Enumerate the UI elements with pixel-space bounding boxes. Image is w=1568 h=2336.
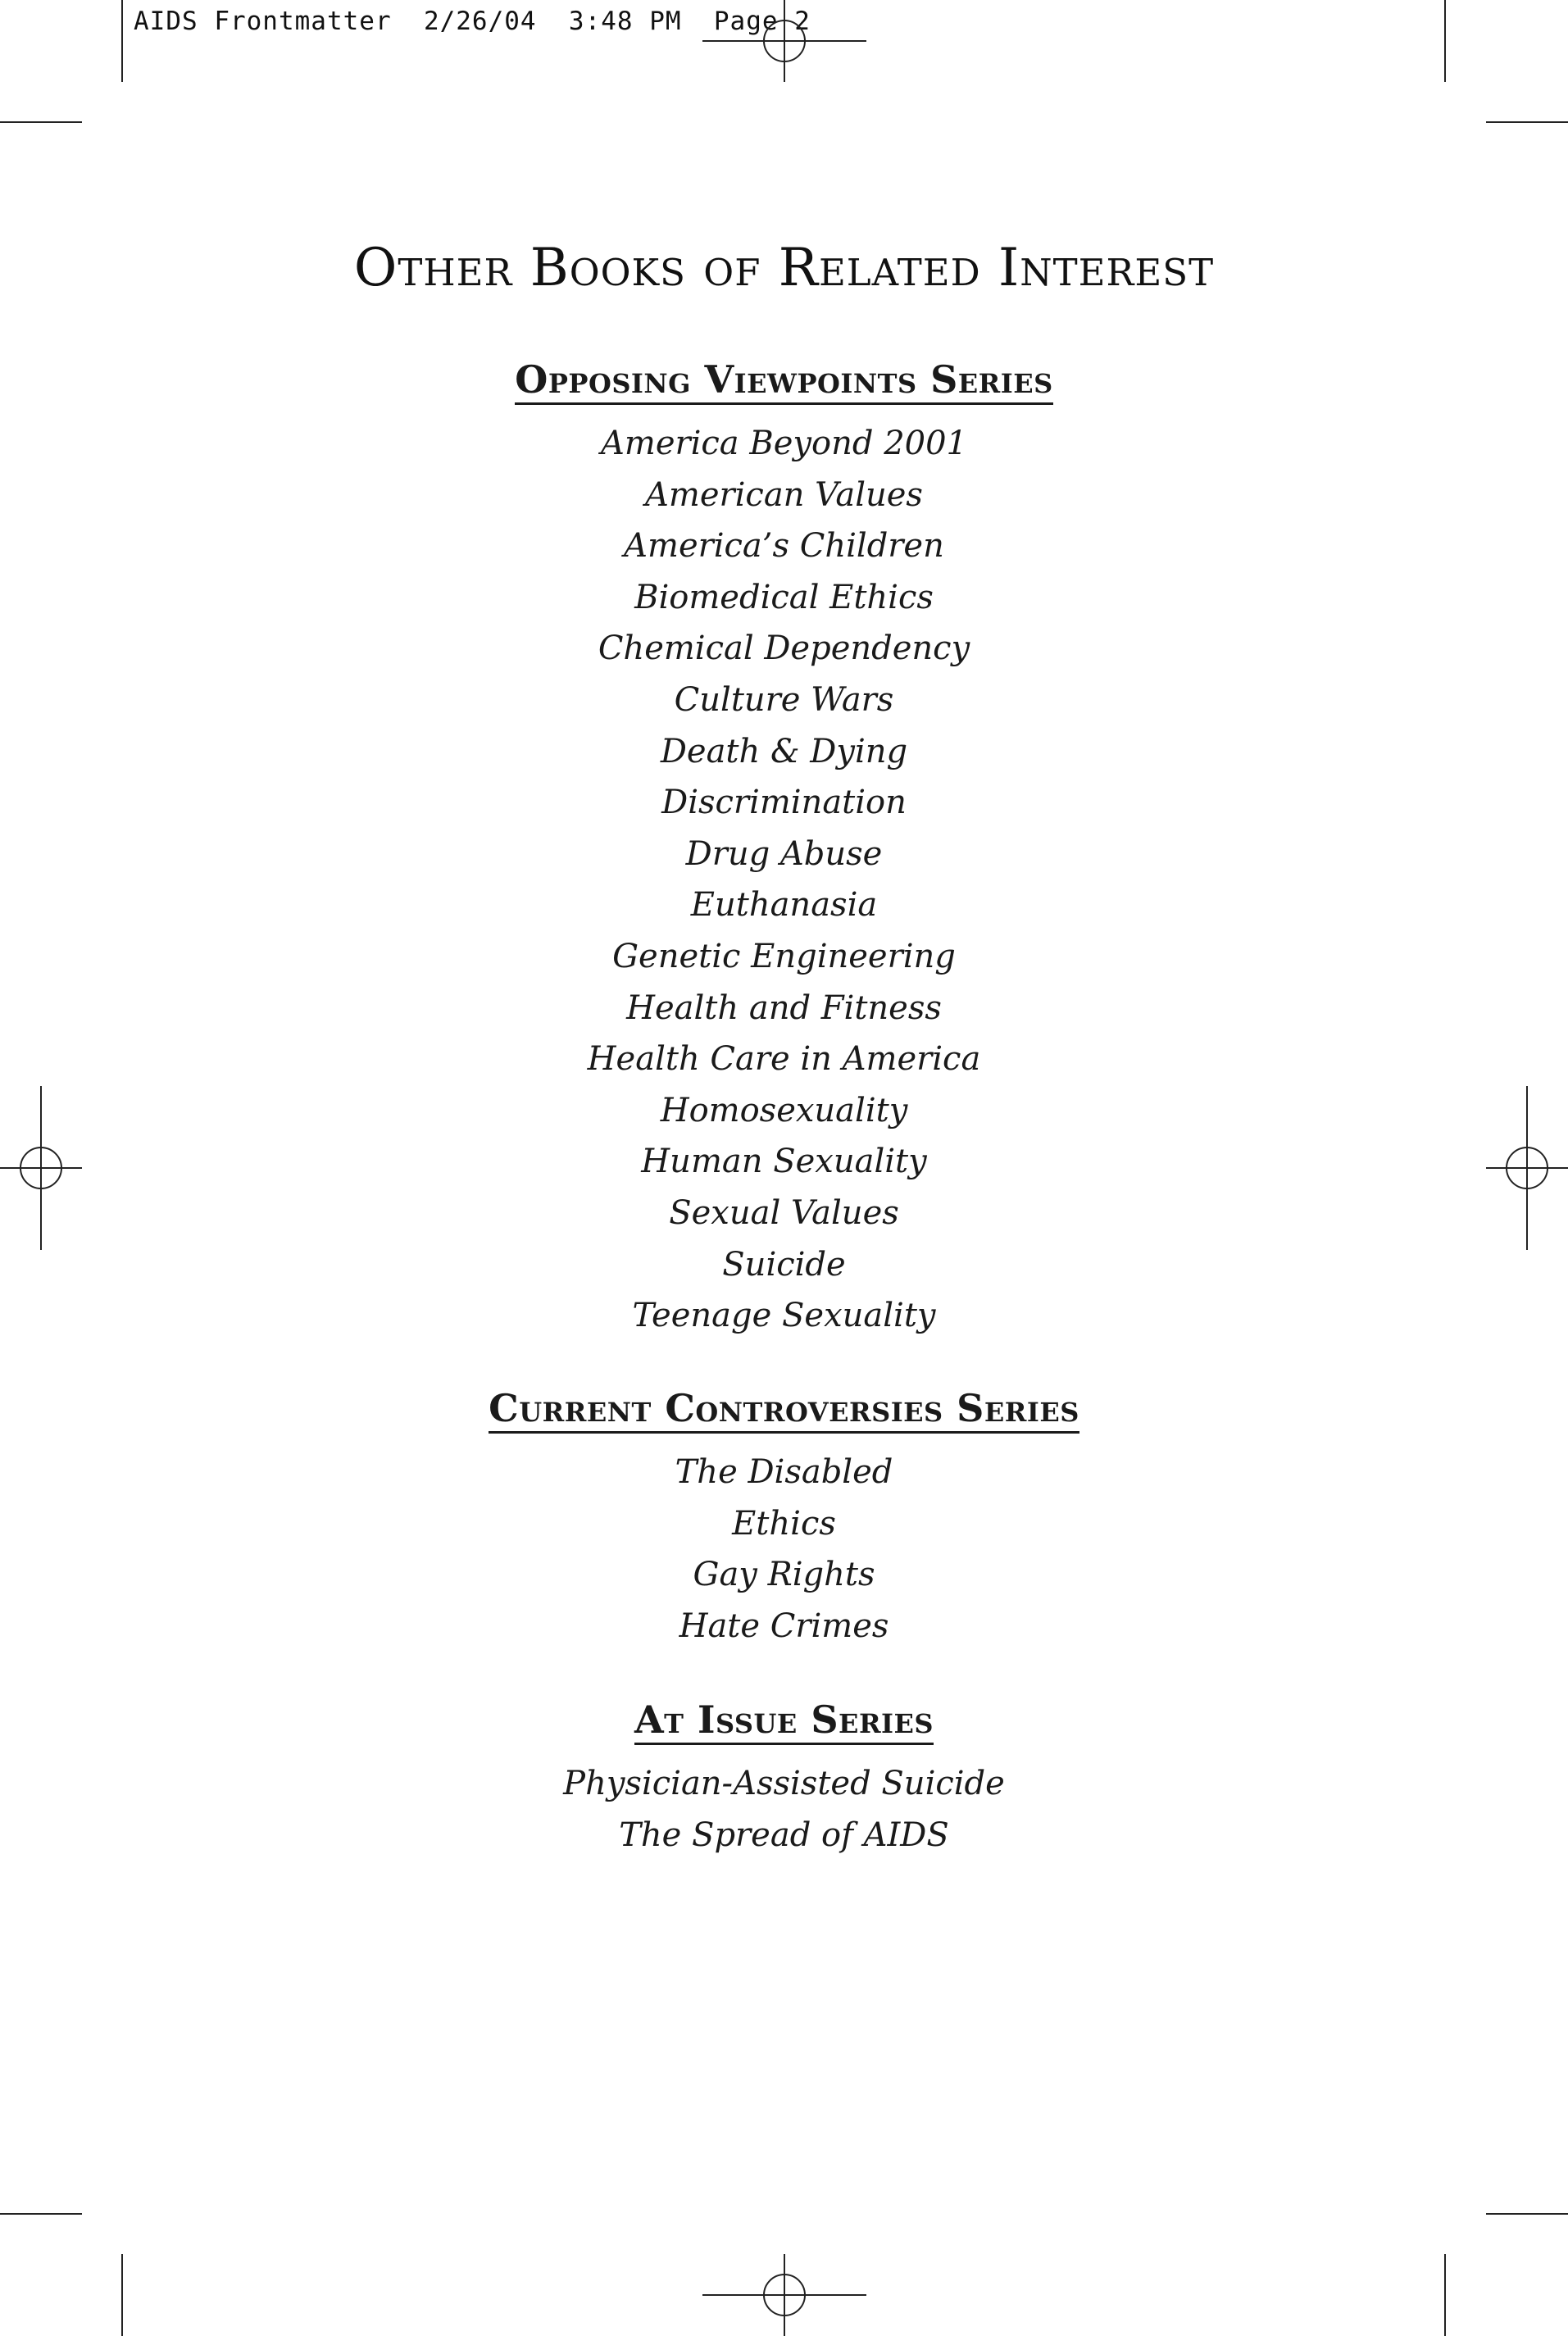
book-list bbox=[0, 1447, 1568, 1652]
book-title: Ethics bbox=[732, 1504, 836, 1543]
book-title: Biomedical Ethics bbox=[634, 578, 934, 616]
book-title: Hate Crimes bbox=[679, 1607, 889, 1645]
book-title: Suicide bbox=[722, 1245, 846, 1284]
book-title: Sexual Values bbox=[669, 1193, 899, 1232]
book-title: Homosexuality bbox=[660, 1091, 908, 1129]
section-heading: At Issue Series bbox=[634, 1698, 934, 1745]
section-current-controversies bbox=[0, 1387, 1568, 1652]
book-title: Euthanasia bbox=[690, 886, 878, 925]
book-title: The Disabled bbox=[675, 1453, 893, 1491]
section-heading: Opposing Viewpoints Series bbox=[515, 358, 1053, 405]
section-at-issue bbox=[0, 1698, 1568, 1861]
print-slug: AIDS Frontmatter 2/26/04 3:48 PM Page 2 bbox=[134, 7, 811, 36]
book-title: Drug Abuse bbox=[685, 834, 883, 873]
book-title: Human Sexuality bbox=[641, 1143, 927, 1181]
book-title: Genetic Engineering bbox=[612, 937, 956, 975]
registration-mark-top bbox=[702, 0, 866, 82]
book-title: Chemical Dependency bbox=[598, 629, 970, 668]
book-title: Gay Rights bbox=[693, 1556, 875, 1594]
page-title: Other Books of Related Interest bbox=[353, 238, 1215, 298]
book-title: The Spread of AIDS bbox=[619, 1816, 949, 1854]
book-title: Death & Dying bbox=[660, 732, 908, 770]
section-opposing-viewpoints bbox=[0, 358, 1568, 1342]
book-title: Physician-Assisted Suicide bbox=[563, 1765, 1005, 1802]
registration-mark-bottom bbox=[702, 2254, 866, 2336]
book-title: Health and Fitness bbox=[626, 988, 942, 1027]
book-title: Health Care in America bbox=[587, 1040, 981, 1079]
book-title: America’s Children bbox=[624, 527, 944, 566]
book-list bbox=[0, 418, 1568, 1342]
book-title: Discrimination bbox=[661, 784, 907, 822]
book-title: Culture Wars bbox=[674, 680, 894, 719]
book-title: Teenage Sexuality bbox=[632, 1297, 936, 1335]
book-title: American Values bbox=[645, 475, 923, 514]
book-list bbox=[0, 1758, 1568, 1861]
section-heading: Current Controversies Series bbox=[489, 1387, 1079, 1434]
book-title: America Beyond 2001 bbox=[601, 425, 967, 462]
